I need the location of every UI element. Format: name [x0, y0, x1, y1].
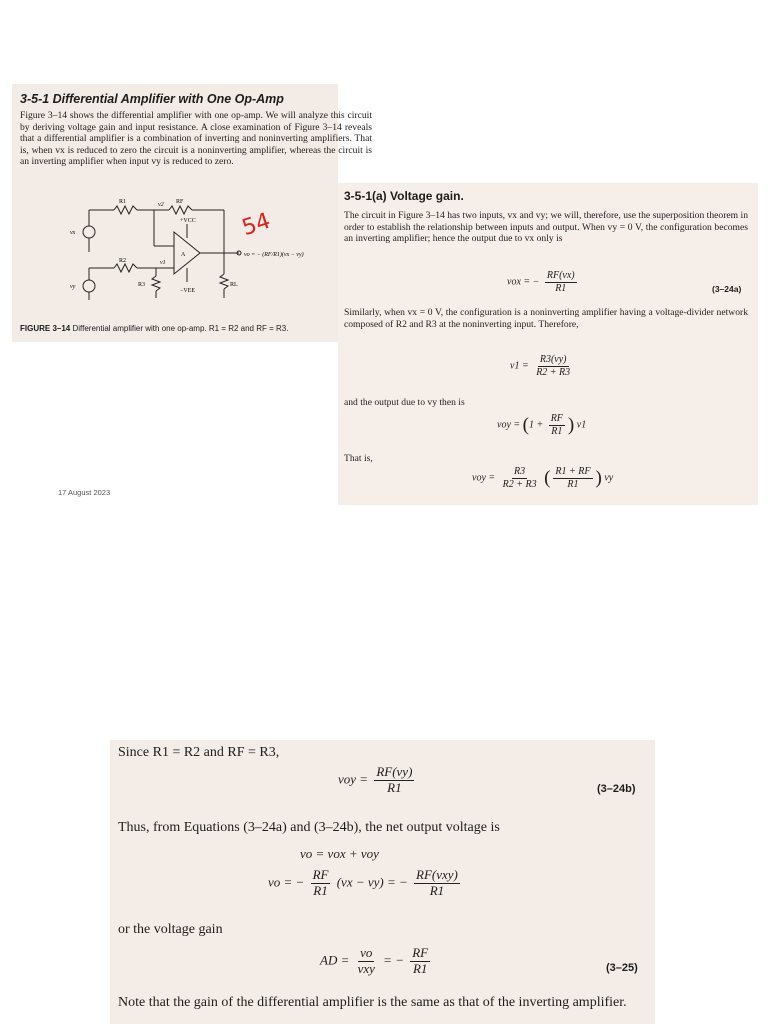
eq-number-3-25: (3–25) — [606, 962, 638, 974]
intro-paragraph: Figure 3–14 shows the differential amplifier with one op-amp. We will analyze this circuit by deriving voltage gain and input resistance. A close examination of Figure 3–14 reveals that a differential amplifier is a combination of inverting and noninverting amplifiers. That is, when vx is reduced to zero the circuit is a noninverting amplifier, whereas the circuit is an inverting amplifier when input vy is reduced to zero. — [20, 110, 372, 168]
eq2-den: R2 + R3 — [536, 366, 571, 378]
label-vcc: +VCC — [180, 218, 196, 224]
eq4-num1: R3 — [514, 466, 526, 477]
label-r3: R3 — [138, 282, 146, 288]
eq3-num: RF — [550, 413, 563, 424]
b-eq3-den: R1 — [313, 882, 328, 898]
eq1-den: R1 — [555, 282, 567, 294]
label-amp: A — [181, 252, 186, 258]
eq2-num: R3(vy) — [539, 354, 567, 365]
figure-caption-text: Differential amplifier with one op-amp. R1 = R2 and RF = R3. — [72, 324, 289, 333]
equation-vo-sum: vo = vox + voy — [300, 846, 379, 861]
eq3-tail: v1 — [576, 419, 587, 431]
label-r1: R1 — [119, 199, 127, 205]
label-r2: R2 — [119, 258, 127, 264]
voltage-gain-para-2: Similarly, when vx = 0 V, the configuration is a noninverting amplifier having a voltage-divider network composed of R2 and R3 at the noninverting input. Therefore, — [344, 307, 748, 330]
b-eq3-fraction-1 — [311, 868, 331, 899]
label-vx: vx — [70, 230, 76, 236]
voltage-gain-para-3: and the output due to vy then is — [344, 397, 465, 408]
eq4-lhs: voy = — [472, 472, 496, 484]
b-eq4-den: vxy — [357, 960, 375, 976]
eq4-fraction-1 — [501, 466, 539, 490]
label-v1: v1 — [160, 260, 166, 266]
b-eq1-lhs: voy = — [338, 771, 369, 787]
eq3-den: R1 — [551, 425, 563, 437]
b-eq3-num: RF — [312, 867, 329, 882]
equation-3-24b — [338, 765, 417, 796]
section-title-right: 3-5-1(a) Voltage gain. — [344, 189, 464, 203]
eq2-lhs: v1 = — [510, 360, 529, 372]
label-rl: RL — [230, 282, 238, 288]
b-eq3-fraction-2 — [414, 868, 460, 899]
eq1-num: RF(vx) — [546, 270, 575, 281]
b-eq4-fraction-2 — [410, 946, 430, 977]
eq4-fraction-2 — [553, 466, 592, 490]
b-eq1-den: R1 — [387, 779, 402, 795]
eq3-mid: 1 + — [528, 419, 544, 431]
eq4-tail: vy — [604, 472, 614, 484]
eq3-fraction — [549, 413, 565, 437]
eq-number-3-24a: (3–24a) — [712, 284, 742, 294]
bottom-line-1: Since R1 = R2 and RF = R3, — [118, 745, 280, 760]
b-eq3-mid: (vx − vy) = − — [336, 874, 408, 890]
bottom-line-3: or the voltage gain — [118, 922, 223, 937]
figure-label: FIGURE 3–14 — [20, 324, 71, 333]
bottom-line-2: Thus, from Equations (3–24a) and (3–24b), the net output voltage is — [118, 820, 500, 835]
b-eq3-num2: RF(vxy) — [416, 867, 458, 882]
b-eq1-num: RF(vy) — [376, 764, 413, 779]
b-eq4-lhs: AD = — [320, 952, 350, 968]
slide-date: 17 August 2023 — [58, 488, 111, 497]
handwritten-annotation: 54 — [239, 208, 274, 242]
eq4-den2: R1 — [567, 478, 579, 490]
eq3-lhs: voy = — [497, 419, 521, 431]
eq-number-3-24b: (3–24b) — [597, 783, 636, 795]
equation-3-25 — [320, 946, 433, 977]
voltage-gain-para-1: The circuit in Figure 3–14 has two inputs, vx and vy; we will, therefore, use the superposition theorem in order to establish the relationship between inputs and output. When vy = 0 V, the configuration becomes an inverting amplifier; hence the output due to vx only is — [344, 210, 748, 245]
b-eq4-den2: R1 — [412, 960, 428, 976]
eq4-num2: R1 + RF — [555, 466, 591, 477]
label-rf: RF — [176, 199, 184, 205]
b-eq3-den2: R1 — [429, 882, 445, 898]
bottom-line-4: Note that the gain of the differential amplifier is the same as that of the inverting amplifier. — [118, 995, 627, 1010]
equation-voy: voy = (1 + $\frac{RF}{R1}$ ) v1 — [497, 413, 587, 437]
equation-voy-expanded: voy = $\frac{R3}{R2 + R3}$ ( $\frac{R1 + RF}{R1}$ ) vy — [472, 466, 614, 490]
label-vee: −VEE — [180, 288, 196, 294]
circuit-diagram — [64, 194, 364, 302]
b-eq3-lhs: vo = − — [268, 874, 305, 890]
label-out-formula: vo = − (RF/R1)(vx − vy) — [244, 252, 304, 258]
b-eq4-num: vo — [360, 945, 373, 960]
eq1-lhs: vox = − — [507, 276, 540, 288]
equation-v1 — [510, 354, 575, 378]
section-title-left: 3-5-1 Differential Amplifier with One Op-Amp — [20, 92, 284, 106]
eq1-fraction — [545, 270, 577, 294]
label-v2: v2 — [158, 202, 164, 208]
b-eq4-mid: = − — [383, 952, 404, 968]
voltage-gain-para-4: That is, — [344, 453, 373, 464]
b-eq4-num2: RF — [412, 945, 429, 960]
eq2-fraction — [534, 354, 572, 378]
label-vy: vy — [70, 284, 76, 290]
equation-3-24a — [507, 270, 580, 294]
b-eq4-fraction-1 — [356, 946, 377, 977]
equation-vo-diff — [268, 868, 463, 899]
eq4-den1: R2 + R3 — [502, 478, 537, 490]
b-eq1-fraction — [374, 765, 414, 796]
figure-caption — [20, 324, 338, 333]
